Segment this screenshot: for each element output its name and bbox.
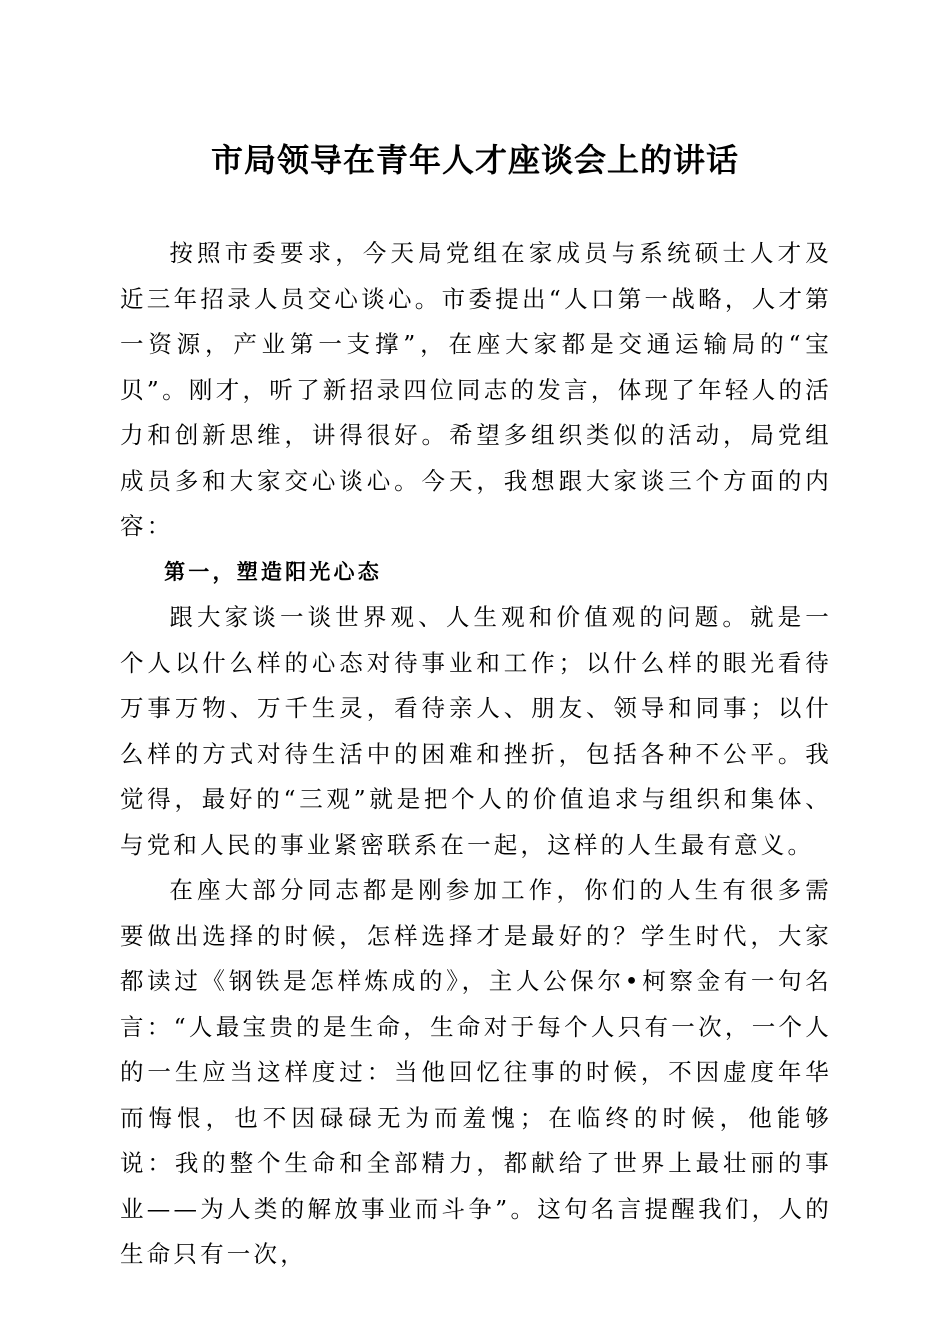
section-heading-1: 第一，塑造阳光心态	[164, 559, 382, 584]
paragraph-intro: 按照市委要求，今天局党组在家成员与系统硕士人才及近三年招录人员交心谈心。市委提出“人口第一战略，人才第一资源，产业第一支撑”，在座大家都是交通运输局的“宝贝”。刚才，听了新招录四位同志的发言，体现了年轻人的活力和创新思维，讲得很好。希望多组织类似的活动，局党组成员多和大家交心谈心。今天，我想跟大家谈三个方面的内容：	[120, 239, 832, 540]
document-body	[120, 231, 832, 1278]
paragraph-worldview: 跟大家谈一谈世界观、人生观和价值观的问题。就是一个人以什么样的心态对待事业和工作；以什么样的眼光看待万事万物、万千生灵，看待亲人、朋友、领导和同事；以什么样的方式对待生活中的困难和挫折，包括各种不公平。我觉得，最好的“三观”就是把个人的价值追求与组织和集体、与党和人民的事业紧密联系在一起，这样的人生最有意义。	[120, 603, 832, 859]
paragraph-choices: 在座大部分同志都是刚参加工作，你们的人生有很多需要做出选择的时候，怎样选择才是最好的？学生时代，大家都读过《钢铁是怎样炼成的》，主人公保尔•柯察金有一句名言：“人最宝贵的是生命，生命对于每个人只有一次，一个人的一生应当这样度过：当他回忆往事的时候，不因虚度年华而悔恨，也不因碌碌无为而羞愧；在临终的时候，他能够说：我的整个生命和全部精力，都献给了世界上最壮丽的事业——为人类的解放事业而斗争”。这句名言提醒我们，人的生命只有一次，	[120, 876, 832, 1268]
document-title: 市局领导在青年人才座谈会上的讲话	[210, 141, 739, 179]
